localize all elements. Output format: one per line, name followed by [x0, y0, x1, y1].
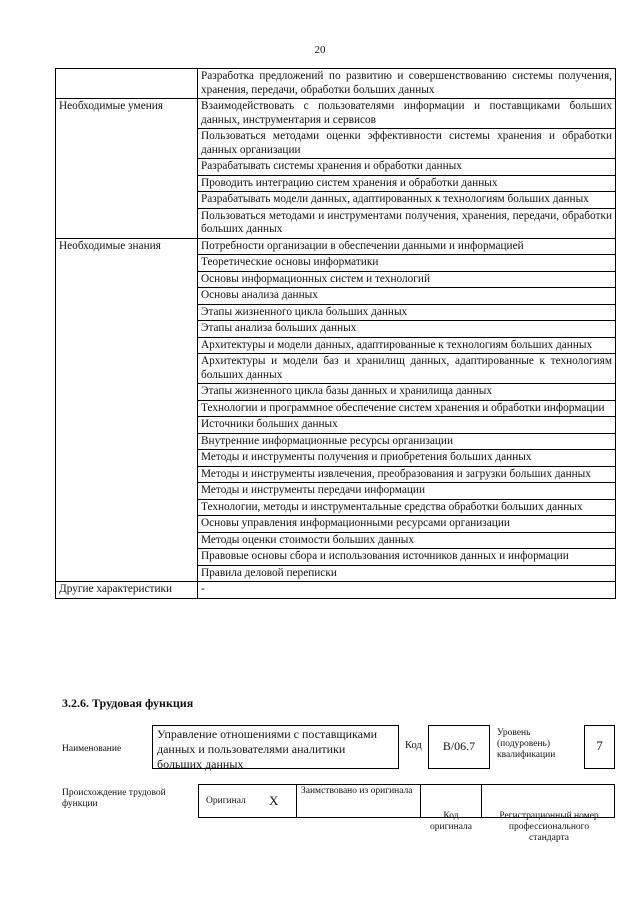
- category-cell-continued: [56, 417, 198, 434]
- category-cell-continued: [56, 175, 198, 192]
- table-cell: Проводить интеграцию систем хранения и обработки данных: [198, 175, 616, 192]
- name-label: Наименование: [62, 744, 122, 754]
- table-row: [56, 516, 616, 533]
- table-row: [56, 288, 616, 305]
- table-row: [56, 304, 616, 321]
- category-cell-continued: [56, 565, 198, 582]
- table-row: [56, 466, 616, 483]
- name-box: [152, 725, 399, 769]
- table-row: [56, 549, 616, 566]
- level-label: Уровень (подуровень) квалификации: [497, 728, 556, 760]
- category-cell-continued: [56, 354, 198, 384]
- table-cell: Методы оценки стоимости больших данных: [198, 532, 616, 549]
- category-cell-continued: [56, 400, 198, 417]
- level-value: 7: [596, 738, 603, 753]
- table-cell: Пользоваться методами и инструментами получения, хранения, передачи, обработки больших данных: [198, 208, 616, 238]
- table-cell: Методы и инструменты извлечения, преобразования и загрузки больших данных: [198, 466, 616, 483]
- page-number: 20: [314, 44, 326, 56]
- table-row: [56, 159, 616, 176]
- table-row: [56, 417, 616, 434]
- table-row: [56, 483, 616, 500]
- table-row: [56, 192, 616, 209]
- category-cell-continued: [56, 192, 198, 209]
- table-cell: -: [198, 582, 616, 599]
- table-row: [56, 99, 616, 129]
- table-cell: Источники больших данных: [198, 417, 616, 434]
- original-box: [198, 784, 297, 818]
- table-row: [56, 321, 616, 338]
- table-cell: Технологии, методы и инструментальные средства обработки больших данных: [198, 499, 616, 516]
- table-row: [56, 175, 616, 192]
- table-row: [56, 450, 616, 467]
- category-cell-continued: [56, 450, 198, 467]
- table-row: [56, 208, 616, 238]
- table-cell: Основы информационных систем и технологий: [198, 271, 616, 288]
- category-cell: Необходимые знания: [56, 238, 198, 255]
- category-cell-continued: [56, 159, 198, 176]
- original-label: Оригинал: [206, 796, 246, 806]
- section-title: 3.2.6. Трудовая функция: [62, 696, 194, 710]
- category-cell-continued: [56, 433, 198, 450]
- table-row: [56, 69, 616, 99]
- category-cell-continued: [56, 321, 198, 338]
- orig-code-label: Код оригинала: [430, 811, 472, 832]
- borrowed-label: Заимствовано из оригинала: [301, 786, 413, 796]
- table-cell: Технологии и программное обеспечение систем хранения и обработки информации: [198, 400, 616, 417]
- category-cell: Другие характеристики: [56, 582, 198, 599]
- category-cell-continued: [56, 208, 198, 238]
- table-row: [56, 384, 616, 401]
- table-row: [56, 400, 616, 417]
- category-cell: Необходимые умения: [56, 99, 198, 129]
- table-row: [56, 238, 616, 255]
- table-cell: Теоретические основы информатики: [198, 255, 616, 272]
- table-cell: Внутренние информационные ресурсы организации: [198, 433, 616, 450]
- category-cell-continued: [56, 499, 198, 516]
- category-cell-continued: [56, 532, 198, 549]
- table-cell: Разработка предложений по развитию и совершенствованию системы получения, хранения, передачи, обработки больших данных: [198, 69, 616, 99]
- table-cell: Методы и инструменты получения и приобретения больших данных: [198, 450, 616, 467]
- category-cell-continued: [56, 516, 198, 533]
- table-row: [56, 271, 616, 288]
- table-cell: Методы и инструменты передачи информации: [198, 483, 616, 500]
- original-mark: X: [269, 793, 279, 808]
- table-row: [56, 354, 616, 384]
- category-cell-continued: [56, 466, 198, 483]
- origin-label: Происхождение трудовой функции: [62, 788, 166, 809]
- table-cell: Правовые основы сбора и использования источников данных и информации: [198, 549, 616, 566]
- table-cell: Разрабатывать модели данных, адаптированных к технологиям больших данных: [198, 192, 616, 209]
- table-row: [56, 582, 616, 599]
- code-label: Код: [405, 740, 422, 751]
- table-row: [56, 337, 616, 354]
- category-cell-continued: [56, 304, 198, 321]
- table-cell: Этапы анализа больших данных: [198, 321, 616, 338]
- borrowed-box: [296, 784, 421, 818]
- table-cell: Архитектуры и модели баз и хранилищ данных, адаптированные к технологиям больших данных: [198, 354, 616, 384]
- table-row: [56, 433, 616, 450]
- category-cell-continued: [56, 384, 198, 401]
- table-row: [56, 532, 616, 549]
- category-cell-continued: [56, 288, 198, 305]
- table-cell: Разрабатывать системы хранения и обработки данных: [198, 159, 616, 176]
- reg-number-label: Регистрационный номер профессионального стандарта: [499, 811, 599, 843]
- table-row: [56, 129, 616, 159]
- category-cell-continued: [56, 129, 198, 159]
- table-cell: Основы анализа данных: [198, 288, 616, 305]
- empty-category-cell: [56, 69, 198, 99]
- code-value: B/06.7: [442, 739, 476, 753]
- category-cell-continued: [56, 483, 198, 500]
- table-row: [56, 565, 616, 582]
- requirements-table: [55, 68, 616, 599]
- category-cell-continued: [56, 271, 198, 288]
- table-cell: Этапы жизненного цикла больших данных: [198, 304, 616, 321]
- table-cell: Основы управления информационными ресурсами организации: [198, 516, 616, 533]
- table-row: [56, 499, 616, 516]
- table-cell: Архитектуры и модели данных, адаптированные к технологиям больших данных: [198, 337, 616, 354]
- table-row: [56, 255, 616, 272]
- category-cell-continued: [56, 549, 198, 566]
- table-cell: Пользоваться методами оценки эффективности системы хранения и обработки данных организации: [198, 129, 616, 159]
- code-box: [428, 725, 490, 769]
- table-cell: Правила деловой переписки: [198, 565, 616, 582]
- name-value: Управление отношениями с поставщиками данных и пользователями аналитики больших данных: [157, 727, 378, 771]
- category-cell-continued: [56, 337, 198, 354]
- category-cell-continued: [56, 255, 198, 272]
- table-cell: Этапы жизненного цикла базы данных и хранилища данных: [198, 384, 616, 401]
- table-cell: Потребности организации в обеспечении данными и информацией: [198, 238, 616, 255]
- level-box: [584, 725, 615, 769]
- table-cell: Взаимодействовать с пользователями информации и поставщиками больших данных, инструментария и сервисов: [198, 99, 616, 129]
